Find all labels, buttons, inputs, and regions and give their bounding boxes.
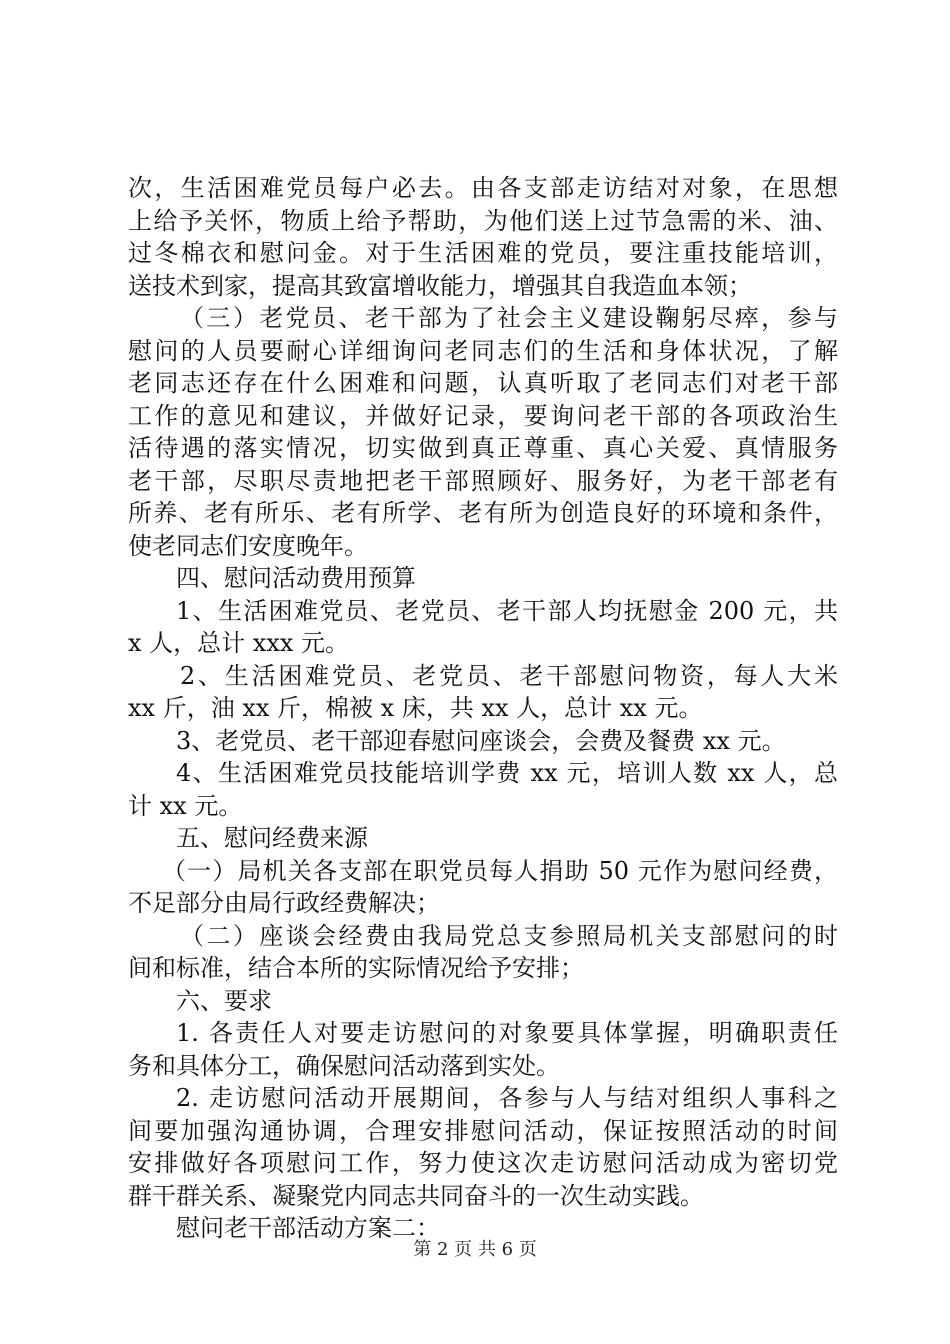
text-line: 过冬棉衣和慰问金。对于生活困难的党员，要注重技能培训， (128, 239, 838, 267)
text-line: 不足部分由局行政经费解决； (128, 889, 440, 917)
text-line: x 人，总计 xxx 元。 (128, 629, 350, 657)
text-line: 老同志还存在什么困难和问题，认真听取了老同志们对老干部 (128, 369, 838, 397)
text-line: 间和标准，结合本所的实际情况给予安排； (128, 954, 584, 982)
page-footer: 第 2 页 共 6 页 (413, 1239, 537, 1260)
text-line: 间要加强沟通协调，合理安排慰问活动，保证按照活动的时间 (128, 1116, 838, 1145)
paragraph-start-line: 1、生活困难党员、老党员、老干部人均抚慰金 200 元，共 (176, 596, 838, 625)
text-line: 工作的意见和建议，并做好记录，要询问老干部的各项政治生 (128, 401, 838, 430)
paragraph-start-line: 4、生活困难党员技能培训学费 xx 元，培训人数 xx 人，总 (176, 759, 838, 787)
text-line: 安排做好各项慰问工作，努力使这次走访慰问活动成为密切党 (128, 1149, 838, 1177)
text-line: 上给予关怀，物质上给予帮助，为他们送上过节急需的米、油、 (128, 206, 838, 235)
text-line: 使老同志们安度晚年。 (128, 531, 368, 560)
paragraph-start-line: 1. 各责任人对要走访慰问的对象要具体掌握，明确职责任 (176, 1019, 838, 1047)
section-heading: 慰问老干部活动方案二： (176, 1214, 440, 1242)
paragraph-start-line: （二）座谈会经费由我局党总支参照局机关支部慰问的时 (180, 921, 838, 950)
paragraph-start-line: 2、生活困难党员、老党员、老干部慰问物资，每人大米 (180, 661, 838, 690)
text-line: 活待遇的落实情况，切实做到真正尊重、真心关爱、真情服务 (128, 434, 838, 462)
document-body (128, 172, 838, 1245)
text-line: 群干群关系、凝聚党内同志共同奋斗的一次生动实践。 (128, 1181, 704, 1210)
text-line: xx 斤，油 xx 斤，棉被 x 床，共 xx 人，总计 xx 元。 (128, 694, 703, 722)
text-line: 务和具体分工，确保慰问活动落到实处。 (128, 1051, 560, 1080)
paragraph-start-line: （三）老党员、老干部为了社会主义建设鞠躬尽瘁，参与 (180, 304, 838, 332)
paragraph-start-line: （一）局机关各支部在职党员每人捐助 50 元作为慰问经费， (162, 856, 838, 885)
text-line: 慰问的人员要耐心详细询问老同志们的生活和身体状况，了解 (128, 336, 838, 365)
text-line: 老干部，尽职尽责地把老干部照顾好、服务好，为老干部老有 (128, 466, 838, 495)
text-line: 送技术到家，提高其致富增收能力，增强其自我造血本领； (128, 271, 752, 300)
section-heading: 四、慰问活动费用预算 (176, 564, 416, 592)
paragraph-start-line: 3、老党员、老干部迎春慰问座谈会，会费及餐费 xx 元。 (176, 726, 786, 755)
text-line: 计 xx 元。 (128, 791, 243, 820)
section-heading: 五、慰问经费来源 (176, 824, 368, 852)
section-heading: 六、要求 (176, 986, 272, 1015)
text-line: 所养、老有所乐、老有所学、老有所为创造良好的环境和条件， (128, 499, 838, 527)
paragraph-start-line: 2. 走访慰问活动开展期间，各参与人与结对组织人事科之 (176, 1084, 838, 1112)
text-line: 次，生活困难党员每户必去。由各支部走访结对对象，在思想 (128, 174, 838, 202)
